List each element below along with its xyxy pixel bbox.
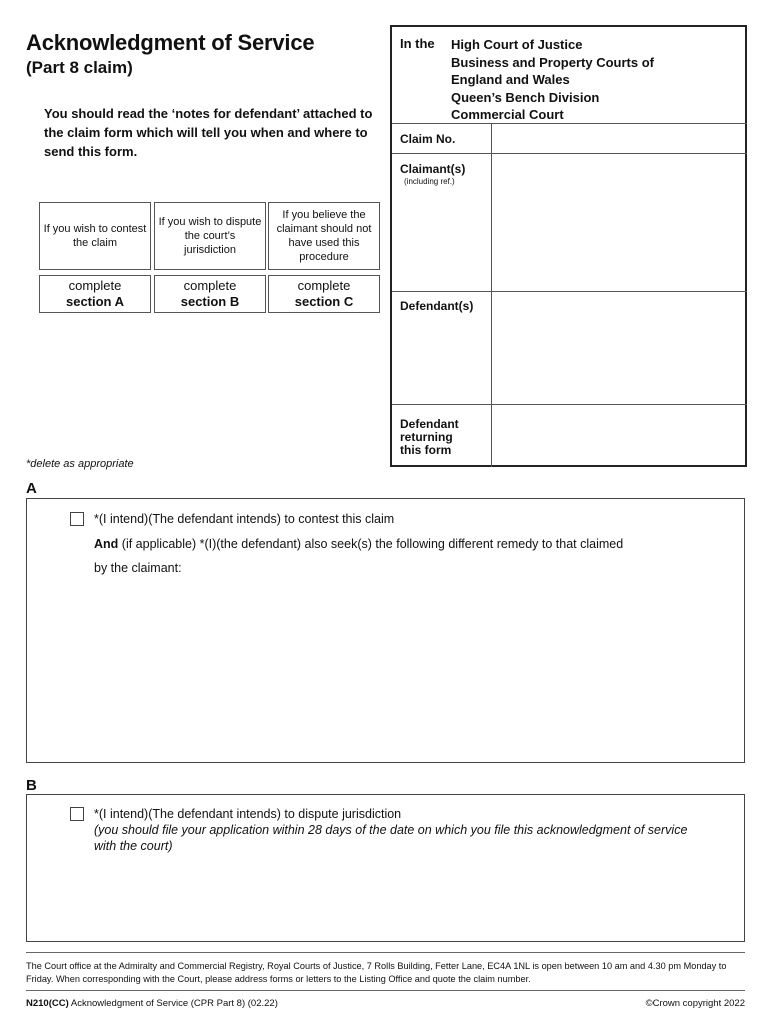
instruction-action-section: section C [294,294,354,309]
instruction-procedure-condition: If you believe the claimant should not have used this procedure [268,202,380,270]
form-subtitle: (Part 8 claim) [26,58,133,77]
section-a-remedy-line2: by the claimant: [94,561,182,575]
footer-divider [26,990,745,991]
defendant-label: Defendant(s) [400,299,474,313]
returning-label-line: Defendant [400,417,459,431]
section-a-checkbox[interactable] [70,512,84,526]
claimant-field[interactable] [492,154,747,291]
defendant-returning-field[interactable] [492,405,747,467]
court-line: England and Wales [451,72,570,87]
remedy-rest: (if applicable) *(I)(the defendant) also seek(s) the following different remedy to that claimed [118,537,624,551]
section-a-remedy-text [94,536,623,552]
section-b-checkbox-label: *(I intend)(The defendant intends) to dispute jurisdiction [94,807,402,821]
returning-label-line: this form [400,443,452,457]
section-b-note-line2: with the court) [94,839,173,853]
form-title: Acknowledgment of Service [26,30,315,55]
section-a-remedy-field[interactable] [94,581,734,756]
court-line: High Court of Justice [451,37,583,52]
defendant-returning-label [400,418,459,457]
section-a-checkbox-label: *(I intend)(The defendant intends) to contest this claim [94,512,395,526]
claimant-including-ref: (including ref.) [404,177,455,186]
defendant-notes-instruction: You should read the ‘notes for defendant’ attached to the claim form which will tell you when and where to send this form. [44,106,373,159]
claim-no-label: Claim No. [400,132,456,146]
form-description: Acknowledgment of Service (CPR Part 8) (02.22) [68,998,278,1009]
remedy-and-bold: And [94,537,119,551]
delete-as-appropriate-note: *delete as appropriate [26,458,134,470]
instruction-complete-section-a [39,275,151,313]
court-line: Queen’s Bench Division [451,89,600,105]
section-b-checkbox[interactable] [70,807,84,821]
returning-label-line: returning [400,430,453,444]
form-code: N210(CC) [26,998,69,1009]
claimant-label: Claimant(s) [400,162,466,176]
instruction-action-section: section B [180,294,240,309]
form-reference [26,998,278,1009]
court-line: Business and Property Courts of [451,54,654,70]
claim-no-field[interactable] [492,124,747,153]
section-a-box [26,498,745,763]
court-details-box [390,25,747,467]
section-b-note-line1: (you should file your application within 28 days of the date on which you file this acknowledgment of service [94,823,688,837]
instruction-action-section: section A [65,294,125,309]
court-line: Commercial Court [451,107,564,122]
instruction-complete-section-b [154,275,266,313]
court-office-info: The Court office at the Admiralty and Commercial Registry, Royal Courts of Justice, 7 Rolls Building, Fetter Lane, EC4A 1NL is open between 10 am and 4.30 pm Monday to Friday. When corresponding with the Court, please address forms or letters to the Listing Office and quote the claim number. [26,961,727,984]
instruction-complete-section-c [268,275,380,313]
defendant-field[interactable] [492,292,747,404]
section-a-letter: A [26,480,37,497]
instruction-action-prefix: complete [68,278,122,293]
instruction-dispute-condition: If you wish to dispute the court’s jurisdiction [154,202,266,270]
court-name [451,36,654,124]
section-b-box [26,794,745,942]
instruction-contest-condition: If you wish to contest the claim [39,202,151,270]
footer-divider [26,952,745,953]
in-the-label: In the [400,36,435,51]
instruction-action-prefix: complete [183,278,237,293]
instruction-action-prefix: complete [297,278,351,293]
copyright-notice: ©Crown copyright 2022 [645,998,745,1009]
section-b-letter: B [26,777,37,794]
